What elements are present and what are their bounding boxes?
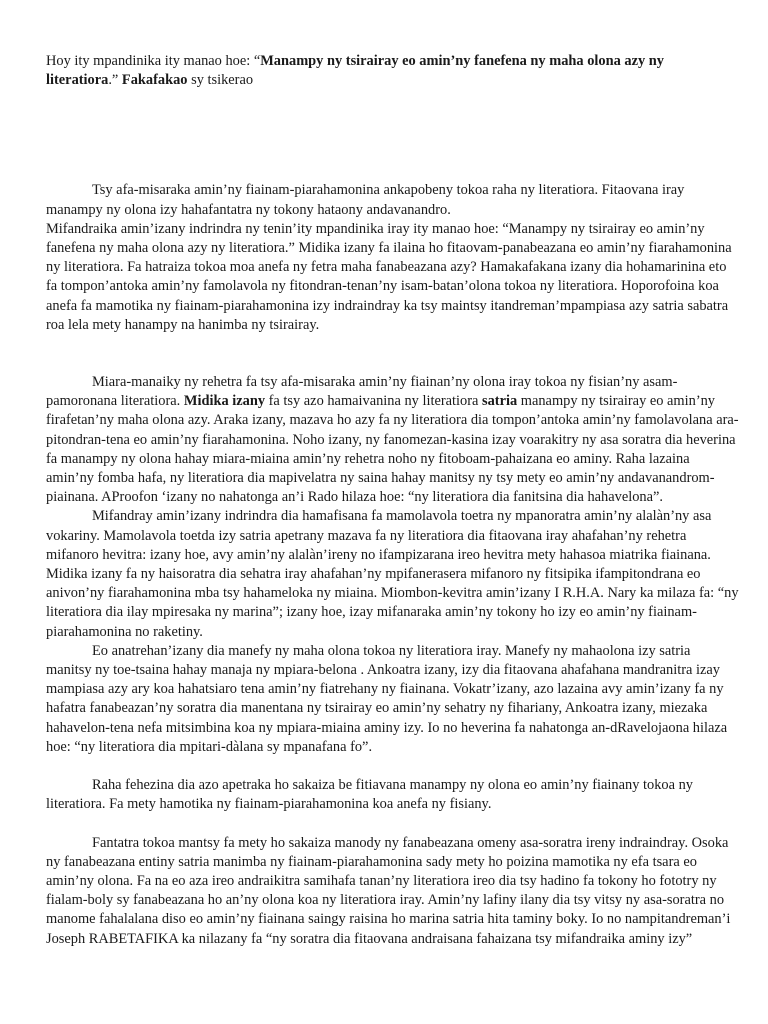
paragraph-body-2: Mifandray amin’izany indrindra dia hamafisana fa mamolavola toetra ny mpanoratra amin’ny alalàn’ny asa vokariny. Mamolavola toetda izy satria apetrany mazava fa ny literatiora dia fitaovana iray ahafahan’ny rehetra mifanoro hevitra: izany hoe, avy amin’ny alalàn’ireny no ifampizarana ireo hevitra mety hahasoa miatrika fiainana. Midika izany fa ny haisoratra dia sehatra iray ahafahan’ny mpifanerasera mifanoro ny fitsipika ifampitondrana eo anivon’ny fiarahamonina mba tsy hahameloka ny miaina. Miombon-kevitra amin’izany I R.H.A. Nary ka milaza fa: “ny literatiora dia ilay mpiresaka ny marina”; izany hoe, izay mifanaraka amin’ny tokony ho izy eo amin’ny fiainam-piarahamonina no raketiny. (46, 508, 739, 640)
prompt-task: Fakafakao (121, 72, 188, 89)
prompt-after-quote: .” (108, 72, 122, 89)
paragraph-body-1 (46, 373, 739, 507)
spacer (46, 335, 739, 373)
body1-part1: Miara-manaiky ny rehetra fa tsy afa-misaraka amin’ny fiainan’ny olona iray tokoa ny fisian’ny asam-pamoronana literatiora. (46, 374, 678, 410)
paragraph-body-4: Fantatra tokoa mantsy fa mety ho sakaiza manody ny fanabeazana omeny asa-soratra ireny indraindray. Osoka ny fanabeazana entiny satria manimba ny fiainam-piarahamonina sady mety ho poizina mamotika ny efa tsara eo amin’ny olona. Fa na eo aza ireo andraikitra samihafa tanan’ny literatiora ireo dia tsy hadino fa tokony ho fototry ny fialam-boly sy fanabeazana ho an’ny olona koa ny literatiora iray. Amin’ny lafiny ilany dia tsy vitsy ny asa-soratra no manome fahalalana diso eo amin’ny fiainana saingy raisina ho marina satria hita taminy boky. Io no nampitandreman’i Joseph RABETAFIKA ka nilazany fa “ny soratra dia fitaovana andraisana fahaizana tsy mifandraika aminy izy” (46, 834, 731, 947)
spacer (46, 90, 739, 181)
prompt-tail: sy tsikerao (187, 72, 254, 89)
prompt-lead: Hoy ity mpandinika ity manao hoe: “ (46, 53, 261, 69)
paragraph-body-3: Eo anatrehan’izany dia manefy ny maha olona tokoa ny literatiora iray. Manefy ny mahaolona izy satria manitsy ny toe-tsaina hahay manaja ny mpiara-belona . Ankoatra izany, izy dia fitaovana ahafahana mandranitra izay mampiasa azy ary koa hahatsiaro tena amin’ny fiatrehany ny fiainana. Vokatr’izany, azo lazaina avy amin’izany fa ny hafatra fanabeazan’ny soratra dia manentana ny tsirairay eo amin’ny sehatry ny fihariany, Ankoatra izany, miezaka hahavelon-tena nefa mitsimbina koa ny mpiara-miaina aminy izy. Io no heverina fa nahatonga an-dRavelojaona hilaza hoe: “ny literatiora dia mpitari-dàlana sy mpanafana fo”. (46, 642, 728, 755)
spacer (46, 757, 739, 776)
prompt-quote: Manampy ny tsirairay eo amin’ny fanefena ny maha olona azy ny literatiora (46, 53, 664, 89)
essay-prompt (46, 52, 739, 90)
paragraph-transition: Raha fehezina dia azo apetraka ho sakaiza be fitiavana manampy ny olona eo amin’ny fiainany tokoa ny literatiora. Fa mety hamotika ny fiainam-piarahamonina koa anefa ny fisiany. (46, 777, 693, 813)
body1-part2: fa tsy azo hamaivanina ny literatiora (265, 393, 483, 410)
spacer (46, 815, 739, 834)
body1-bold-connector: Midika izany (183, 393, 266, 410)
body1-part3: manampy ny tsirairay eo amin’ny firafetan’ny maha olona azy. Araka izany, mazava ho azy fa ny literatiora dia tompon’antoka amin’ny famolavolana ara-pitondran-tena eo amin’ny fiarahamonina. Noho izany, ny fanomezan-kasina izay voarakitry ny asa soratra dia heverina fa manampy ny olona hahay miara-miaina amin’ny rehetra noho ny fitoboam-pahaizana eo aminy. Raha lazaina amin’ny fomba hafa, ny literatiora dia mapivelatra ny saina hahay manitsy ny tsy mety eo amin’ny andavanandrom-piainana. AProofon ‘izany no nahatonga an’i Rado hilaza hoe: “ny literatiora dia fanitsina dia hahavelona”. (46, 393, 739, 506)
paragraph-introduction-1: Tsy afa-misaraka amin’ny fiainam-piarahamonina ankapobeny tokoa raha ny literatiora. Fitaovana iray manampy ny olona izy hahafantatra ny tokony hataony andavanandro. (46, 182, 685, 218)
body1-bold-connector: satria (482, 393, 518, 410)
paragraph-introduction-2: Mifandraika amin’izany indrindra ny tenin’ity mpandinika iray ity manao hoe: “Manampy ny tsirairay eo amin’ny fanefena ny maha olona azy ny literatiora.” Midika izany fa ilaina ho fitaovam-panabeazana eo amin’ny fiarahamonina ny literatiora. Fa hatraiza tokoa moa anefa ny fetra maha fanabeazana azy? Hamakafakana izany dia hohamarinina eto fa tompon’antoka amin’ny famolavola ny fitondran-tenan’ny isam-batan’olona tokoa ny literatiora. Hoporofoina koa anefa fa mamotika ny fiainam-piarahamonina izy indraindray ka tsy maintsy itandreman’mpampiasa azy satria sabatra roa lela mety hanampy na hanimba ny tsirairay. (46, 220, 732, 333)
